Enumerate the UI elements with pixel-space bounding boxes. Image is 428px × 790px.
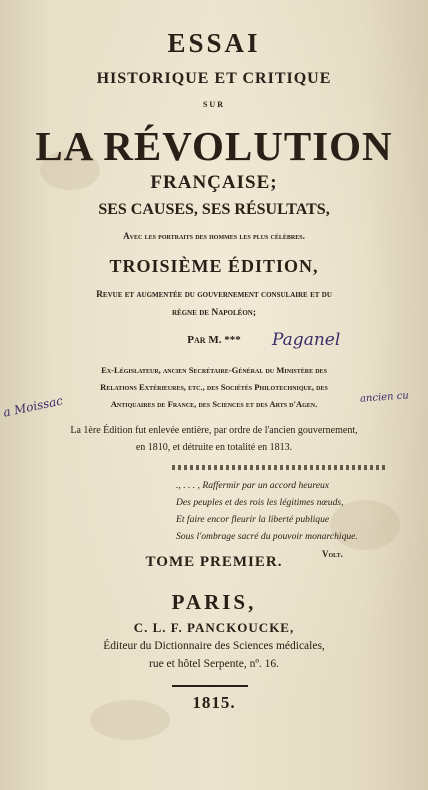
imprint-publisher: C. L. F. PANCKOUCKE, [133, 620, 295, 635]
edition-label: TROISIÈME ÉDITION, [109, 256, 319, 276]
ornamental-rule [172, 465, 386, 470]
epigraph-line: Sous l'ombrage sacré du pouvoir monarchique. [176, 531, 358, 542]
title-sur: SUR [202, 100, 225, 109]
title-portraits: Avec les portraits des hommes les plus célèbres. [123, 231, 305, 241]
epigraph-attribution: Volt. [322, 549, 343, 559]
imprint-line1: Éditeur du Dictionnaire des Sciences médicales, [103, 640, 325, 652]
epigraph-line: ., . . . , Raffermir par un accord heureux [176, 480, 330, 491]
note-line2: en 1810, et détruite en totalité en 1813. [135, 442, 293, 453]
edition-line2: règne de Napoléon; [171, 308, 256, 318]
epigraph-line: Et faire encor fleurir la liberté publique [176, 514, 330, 525]
imprint-line2: rue et hôtel Serpente, nº. 16. [148, 658, 280, 670]
handwritten-left-note: a Moissac [2, 393, 65, 420]
title-historique: HISTORIQUE ET CRITIQUE [96, 70, 332, 87]
edition-line1: Revue et augmentée du gouvernement consulaire et du [96, 290, 332, 300]
author-line3: Antiquaires de France, des Sciences et des Arts d'Agen. [110, 399, 318, 409]
note-line1: La 1ère Édition fut enlevée entière, par ordre de l'ancien gouvernement, [70, 425, 358, 436]
handwritten-right-note: ancien cu [359, 390, 410, 405]
title-essai: ESSAI [167, 28, 261, 58]
volume-label: TOME PREMIER. [145, 554, 283, 570]
divider-rule [172, 685, 248, 687]
publication-year: 1815. [192, 693, 236, 712]
imprint-city: PARIS, [171, 590, 257, 614]
title-revolution: LA RÉVOLUTION [35, 123, 393, 169]
author-line1: Ex-Législateur, ancien Secrétaire-Général du Ministère des [101, 365, 327, 375]
author-line2: Relations Extérieures, etc., des Sociétés Philotechnique, des [100, 382, 328, 392]
title-francaise: FRANÇAISE; [150, 172, 278, 193]
handwritten-author-name: Paganel [272, 330, 341, 350]
author-by: Par M. *** [187, 334, 241, 346]
epigraph-line: Des peuples et des rois les légitimes nœuds, [176, 497, 344, 508]
title-causes: SES CAUSES, SES RÉSULTATS, [98, 201, 330, 218]
